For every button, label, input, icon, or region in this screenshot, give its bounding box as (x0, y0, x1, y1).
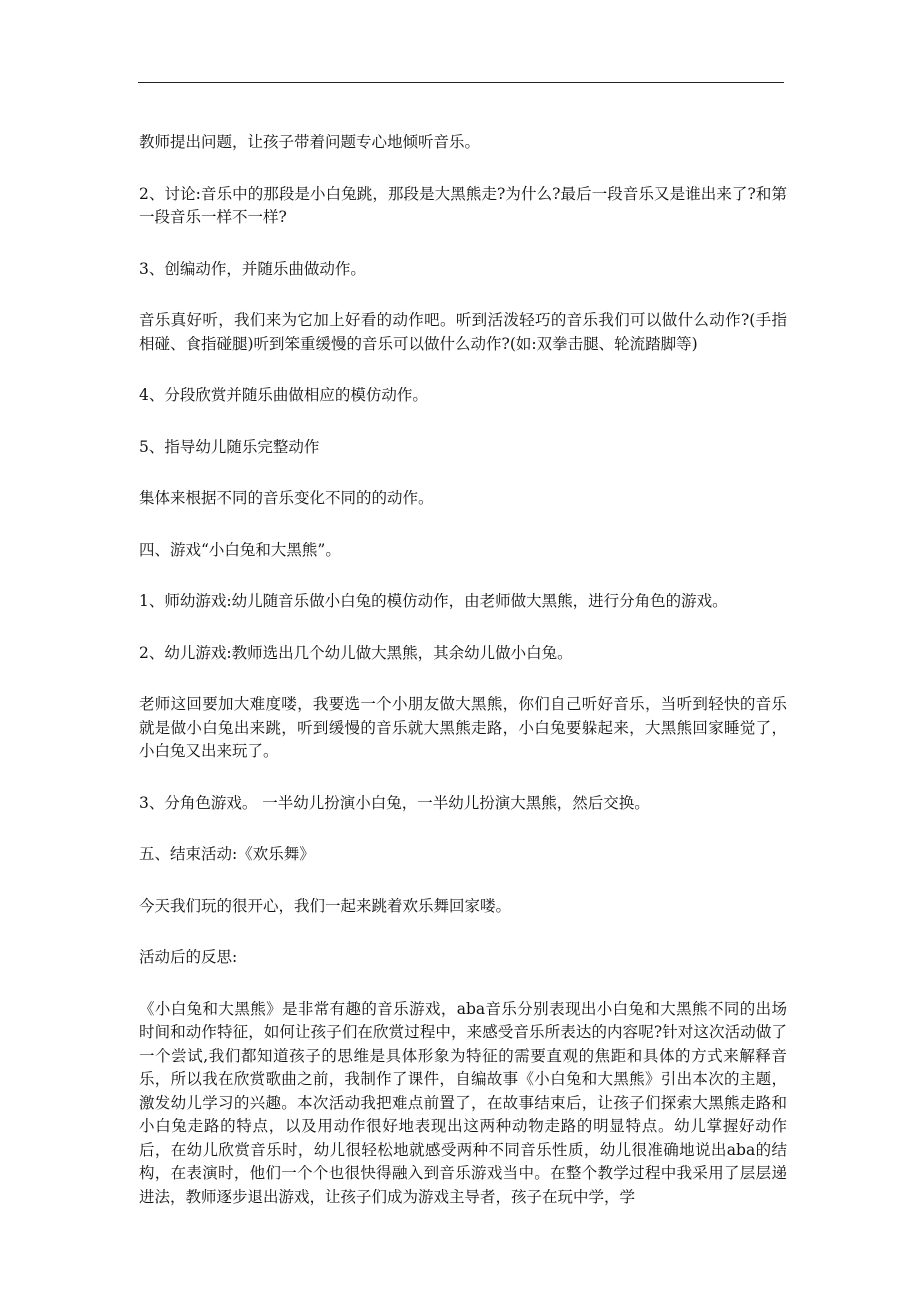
section-heading-reflection: 活动后的反思: (139, 948, 238, 966)
header-rule (138, 82, 784, 83)
paragraph-child-game: 2、幼儿游戏:教师选出几个幼儿做大黑熊，其余幼儿做小白兔。 (139, 643, 573, 662)
paragraph-guide-complete: 5、指导幼儿随乐完整动作 (139, 437, 320, 456)
paragraph-role-game: 3、分角色游戏。 一半幼儿扮演小白兔，一半幼儿扮演大黑熊，然后交换。 (139, 793, 650, 812)
section-heading-ending: 五、结束活动:《欢乐舞》 (139, 845, 315, 863)
paragraph-teacher-child-game: 1、师幼游戏:幼儿随音乐做小白兔的模仿动作，由老师做大黑熊，进行分角色的游戏。 (139, 592, 728, 610)
section-heading-game: 四、游戏“小白兔和大黑熊”。 (139, 540, 341, 559)
paragraph-ending: 今天我们玩的很开心，我们一起来跳着欢乐舞回家喽。 (139, 896, 512, 915)
paragraph-segment-appreciation: 4、分段欣赏并随乐曲做相应的模仿动作。 (139, 386, 428, 404)
paragraph-teacher-question: 教师提出问题，让孩子带着问题专心地倾听音乐。 (139, 133, 481, 151)
paragraph-discussion: 2、讨论:音乐中的那段是小白兔跳，那段是大黑熊走?为什么?最后一段音乐又是谁出来了?和第一段音乐一样不一样? (139, 184, 787, 226)
paragraph-create-movements: 3、创编动作，并随乐曲做动作。 (139, 259, 366, 278)
paragraph-music-movements: 音乐真好听，我们来为它加上好看的动作吧。听到活泼轻巧的音乐我们可以做什么动作?(手指相碰、食指碰腿)听到笨重缓慢的音乐可以做什么动作?(如:双拳击腿、轮流踏脚等) (139, 311, 787, 353)
document-body (139, 131, 787, 1237)
paragraph-reflection: 《小白兔和大黑熊》是非常有趣的音乐游戏，aba音乐分别表现出小白兔和大黑熊不同的出场时间和动作特征，如何让孩子们在欣赏过程中，来感受音乐所表达的内容呢?针对这次活动做了一个尝试,我们都知道孩子的思维是具体形象为特征的需要直观的焦距和具体的方式来解释音乐，所以我在欣赏歌曲之前，我制作了课件，自编故事《小白兔和大黑熊》引出本次的主题，激发幼儿学习的兴趣。本次活动我把难点前置了，在故事结束后，让孩子们探索大黑熊走路和小白兔走路的特点，以及用动作很好地表现出这两种动物走路的明显特点。幼儿掌握好动作后，在幼儿欣赏音乐时，幼儿很轻松地就感受两种不同音乐性质，幼儿很准确地说出aba的结构，在表演时，他们一个个也很快得融入到音乐游戏当中。在整个教学过程中我采用了层层递进法，教师逐步退出游戏，让孩子们成为游戏主导者，孩子在玩中学，学 (139, 999, 787, 1206)
paragraph-difficulty: 老师这回要加大难度喽，我要选一个小朋友做大黑熊，你们自己听好音乐，当听到轻快的音乐就是做小白兔出来跳，听到缓慢的音乐就大黑熊走路，小白兔要躲起来，大黑熊回家睡觉了，小白兔又出来玩了。 (139, 695, 787, 760)
paragraph-group-movements: 集体来根据不同的音乐变化不同的的动作。 (139, 489, 434, 507)
